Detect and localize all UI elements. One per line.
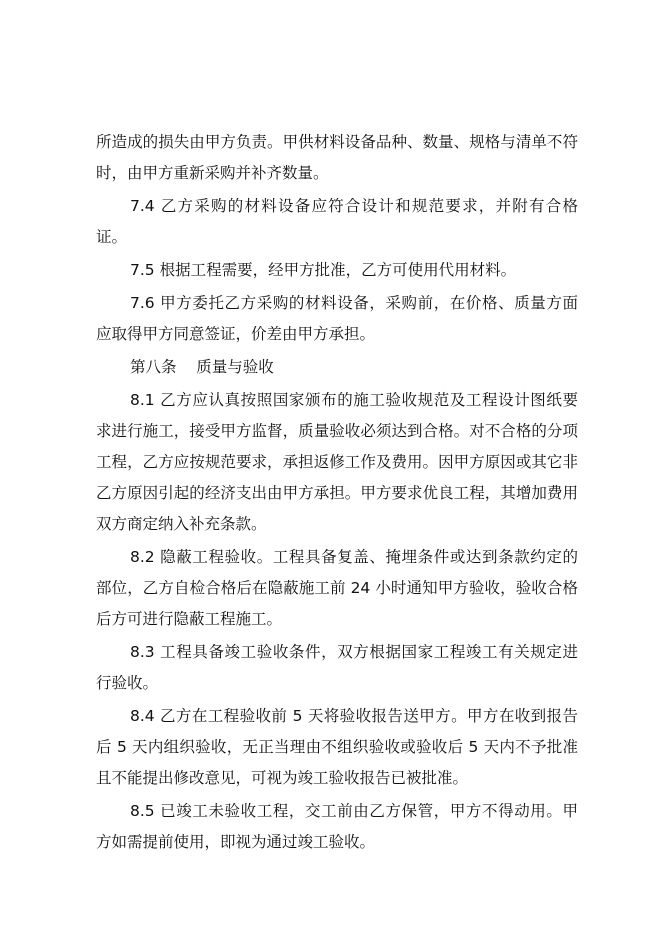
paragraph-8-2: 8.2 隐蔽工程验收。工程具备复盖、掩埋条件或达到条款约定的部位，乙方自检合格后在隐蔽施工前 24 小时通知甲方验收，验收合格后方可进行隐蔽工程施工。 [96, 548, 578, 628]
paragraph-8-3: 8.3 工程具备竣工验收条件，双方根据国家工程竣工有关规定进行验收。 [96, 643, 578, 692]
paragraph-7-5: 7.5 根据工程需要，经甲方批准，乙方可使用代用材料。 [130, 261, 517, 279]
paragraph-8-1: 8.1 乙方应认真按照国家颁布的施工验收规范及工程设计图纸要求进行施工，接受甲方监督，质量验收必须达到合格。对不合格的分项工程，乙方应按规范要求，承担返修工作及费用。因甲方原因或其它非乙方原因引起的经济支出由甲方承担。甲方要求优良工程，其增加费用双方商定纳入补充条款。 [96, 391, 578, 533]
paragraph-8-5: 8.5 已竣工未验收工程，交工前由乙方保管，甲方不得动用。甲方如需提前使用，即视为通过竣工验收。 [96, 802, 578, 851]
article-8-heading: 第八条 质量与验收 [130, 358, 274, 376]
document-page [96, 127, 578, 860]
paragraph-7-6: 7.6 甲方委托乙方采购的材料设备，采购前，在价格、质量方面应取得甲方同意签证，价差由甲方承担。 [96, 294, 578, 343]
paragraph-continuation: 所造成的损失由甲方负责。甲供材料设备品种、数量、规格与清单不符时，由甲方重新采购并补齐数量。 [96, 133, 578, 182]
paragraph-8-4: 8.4 乙方在工程验收前 5 天将验收报告送甲方。甲方在收到报告后 5 天内组织验收，无正当理由不组织验收或验收后 5 天内不予批准且不能提出修改意见，可视为竣工验收报告已被批准。 [96, 707, 578, 787]
paragraph-7-4: 7.4 乙方采购的材料设备应符合设计和规范要求，并附有合格证。 [96, 197, 578, 246]
